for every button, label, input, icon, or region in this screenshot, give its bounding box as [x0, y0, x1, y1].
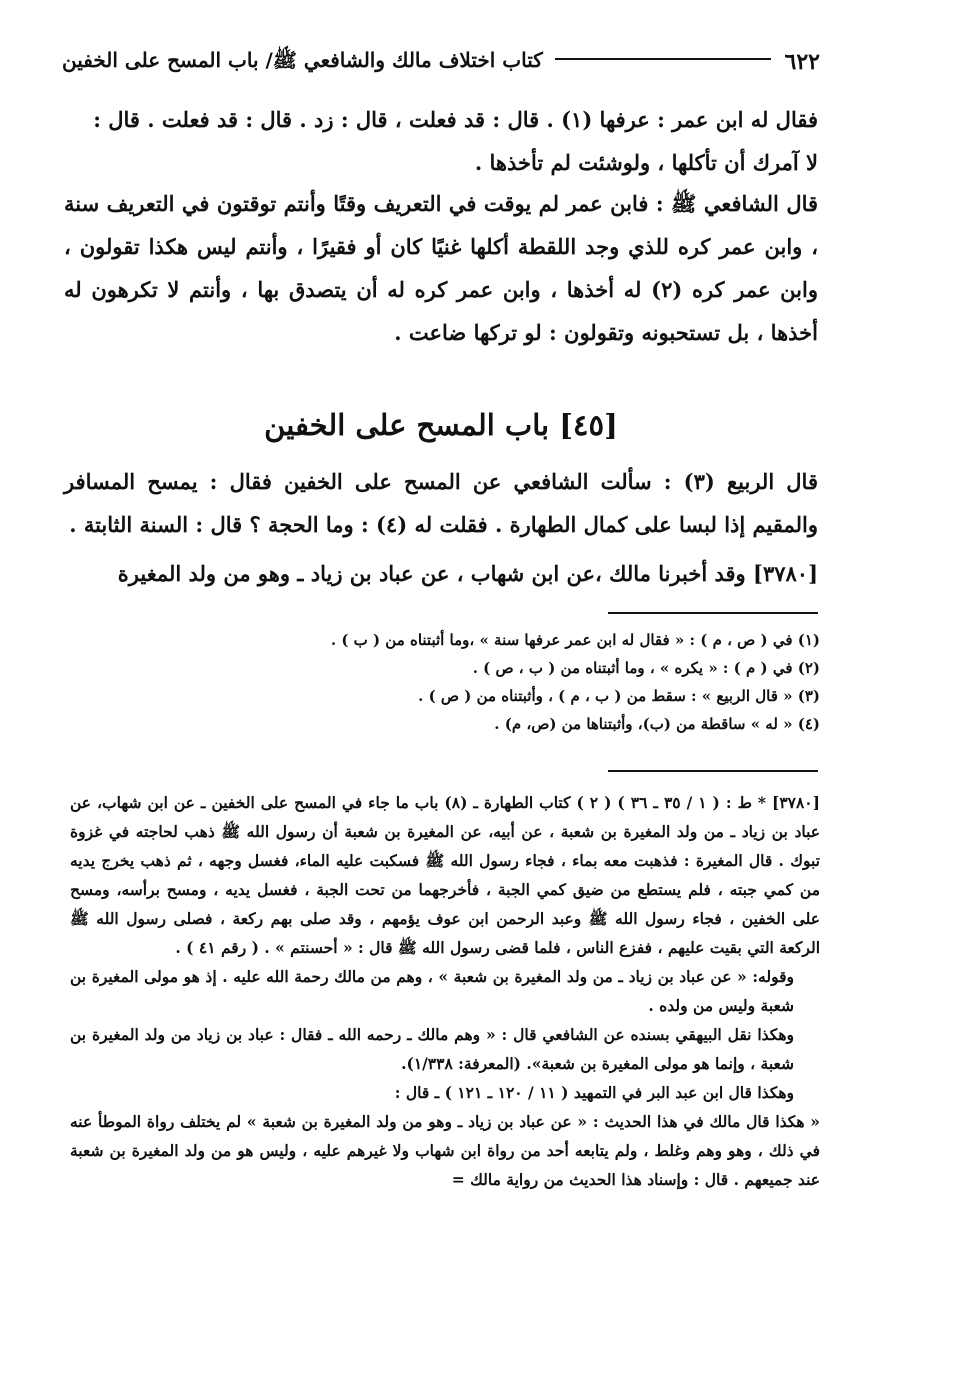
commentary-paragraph: وقوله: « عن عباد بن زياد ـ من ولد المغيرة بن شعبة » ، وهم من مالك رحمة الله عليه . إذ هو مولى المغيرة بن شعبة وليس من ولده .: [70, 967, 794, 1015]
shafii-paragraph: [64, 182, 818, 354]
footnote: (١) في ( ص ، م ) : « فقال له ابن عمر عرفها سنة » ،وما أثبتناه من ( ب ) .: [330, 631, 820, 649]
shafii-text: فابن عمر لم يوقت في التعريف وقتًا وأنتم توقتون في التعريف سنة ، وابن عمر كره للذي وجد اللقطة أكلها غنيًا كان أو فقيرًا ، وأنتم ليس هكذا تقولون ، وابن عمر كره (٢) له أخذها ، وابن عمر كره له أن يتصدق بها ، وأنتم لا تكرهون له أخذها ، بل تستحبونه وتقولون : لو تركها ضاعت .: [64, 191, 818, 345]
commentary-paragraph: « هكذا قال مالك في هذا الحديث : « عن عباد بن زياد ـ وهو من ولد المغيرة بن شعبة » لم يختلف رواة الموطأ عنه في ذلك ، وهو وهم وغلط ، ولم يتابعه أحد من رواة ابن شهاب ولا غيرهم عليه ، وليس هو من ولد المغيرة بن شعبة عند جميعهم . قال : وإسناد هذا الحديث من رواية مالك =: [70, 1112, 820, 1189]
commentary-block: [70, 788, 820, 1194]
commentary-separator: [608, 770, 818, 772]
intro-line: فقال له ابن عمر : عرفها (١) . قال : قد فعلت ، قال : زد . قال : قد فعلت . قال :: [93, 107, 818, 132]
intro-paragraph: [64, 98, 818, 184]
footnote: (٤) « له » ساقطة من (ب)، وأثبتناها من (ص، م) .: [494, 715, 820, 733]
hadith-text: [٣٧٨٠] وقد أخبرنا مالك ،عن ابن شهاب ، عن عباد بن زياد ـ وهو من ولد المغيرة: [117, 561, 818, 586]
commentary-paragraph: وهكذا قال ابن عبد البر في التمهيد ( ١١ / ١٢٠ ـ ١٢١ ) ـ قال :: [394, 1083, 794, 1102]
hadith-paragraph: [64, 552, 818, 595]
running-title: كتاب اختلاف مالك والشافعي ﷺ/ باب المسح على الخفين: [62, 47, 543, 72]
section-title: [٤٥] باب المسح على الخفين: [264, 408, 618, 442]
page-number: ٦٢٢: [784, 49, 820, 75]
commentary-paragraph: [٣٧٨٠] * ط : ( ١ / ٣٥ ـ ٣٦ ) ( ٢ ) كتاب الطهارة ـ (٨) باب ما جاء في المسح على الخفين ـ عن ابن شهاب، عن عباد بن زياد ـ من ولد المغيرة بن شعبة ، عن أبيه، عن المغيرة بن شعبة أن رسول الله ﷺ ذهب لحاجته في غزوة تبوك . قال المغيرة : فذهبت معه بماء ، فجاء رسول الله ﷺ فسكبت عليه الماء، فغسل وجهه ، ثم ذهب يخرج يديه من كمي جبته ، فلم يستطع من ضيق كمي الجبة ، فأخرجهما من تحت الجبة ، فغسل يديه ، ومسح برأسه، ومسح على الخفين ، فجاء رسول الله ﷺ وعبد الرحمن ابن عوف يؤمهم ، وقد صلى بهم ركعة ، فصلى رسول الله ﷺ الركعة التي بقيت عليهم ، ففزع الناس ، فلما قضى رسول الله ﷺ قال : « أحسنتم » . ( رقم ٤١ ) .: [70, 793, 820, 957]
shafii-lead: قال الشافعي ﷺ :: [655, 191, 819, 216]
intro-line: لا آمرك أن تأكلها ، ولوشئت لم تأخذها .: [474, 150, 818, 175]
footnote-separator: [608, 612, 818, 614]
rabi-text: قال الربيع (٣) : سألت الشافعي عن المسح على الخفين فقال : يمسح المسافر والمقيم إذا لبسا على كمال الطهارة . فقلت له (٤) : وما الحجة ؟ قال : السنة الثابتة .: [64, 469, 818, 537]
footnote: (٣) « قال الربيع » : سقط من ( ب ، م ) ، وأثبتناه من ( ص ) .: [418, 687, 820, 705]
commentary-paragraph: وهكذا نقل البيهقي بسنده عن الشافعي قال : « وهم مالك ـ رحمه الله ـ فقال : عباد بن زياد من ولد المغيرة بن شعبة ، وإنما هو مولى المغيرة بن شعبة». (المعرفة: ١/٣٣٨).: [70, 1025, 794, 1073]
footnotes-list: [200, 626, 820, 738]
header-rule: [555, 58, 771, 60]
running-header: [62, 44, 820, 80]
footnote: (٢) في ( م ) : « يكره » ، وما أثبتناه من ( ب ، ص ) .: [472, 659, 820, 677]
rabi-paragraph: [64, 460, 818, 546]
